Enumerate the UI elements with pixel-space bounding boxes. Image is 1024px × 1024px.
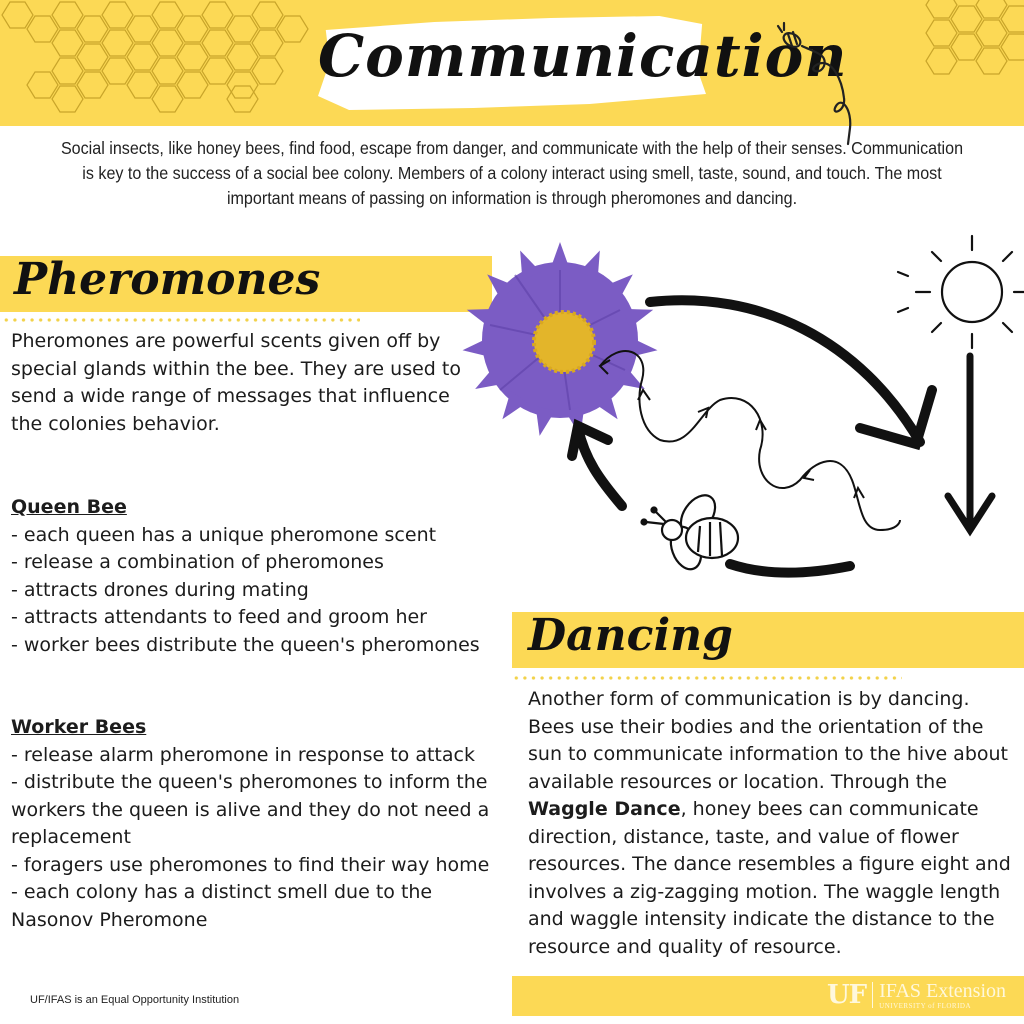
dancing-title: Dancing — [528, 610, 733, 661]
queen-bee-item: - attracts drones during mating — [11, 578, 309, 601]
logo-divider — [872, 982, 873, 1008]
uf-ifas-logo — [827, 980, 1006, 1010]
pheromones-description: Pheromones are powerful scents given off by special glands within the bee. They are used to send a wide range of messages that influence the colonies behavior. — [11, 330, 461, 435]
worker-bees-item: - foragers use pheromones to find their way home — [11, 853, 490, 876]
queen-bee-heading: Queen Bee — [11, 496, 127, 518]
sun-icon — [898, 236, 1024, 348]
pheromones-title: Pheromones — [14, 254, 321, 305]
logo-subtitle: UNIVERSITY of FLORIDA — [879, 1001, 972, 1010]
waggle-dance-diagram — [460, 230, 1024, 610]
waggle-path — [600, 351, 900, 530]
queen-bee-section — [11, 494, 506, 659]
worker-bees-item: - each colony has a distinct smell due to the Nasonov Pheromone — [11, 881, 433, 931]
queen-bee-item: - release a combination of pheromones — [11, 551, 384, 573]
uf-logo-mark: UF — [827, 980, 867, 1010]
bee-icon — [642, 489, 739, 574]
dancing-description — [528, 686, 1018, 961]
sun-direction-arrow — [948, 356, 992, 530]
honeycomb-right-decoration — [916, 0, 1024, 84]
queen-bee-item: - each queen has a unique pheromone scent — [11, 523, 437, 546]
pheromones-dotted-divider — [2, 318, 360, 322]
footer-banner — [512, 976, 1024, 1016]
outbound-arc-arrow — [650, 300, 932, 444]
queen-bee-item: - worker bees distribute the queen's pheromones — [11, 633, 480, 656]
honeycomb-left-decoration — [0, 0, 310, 120]
waggle-dance-term: Waggle Dance — [528, 798, 681, 820]
dancing-text-after: , honey bees can communicate direction, distance, taste, and value of flower resources. The dance resembles a figure eight and involves a zig-zagging motion. The waggle length and waggle intensity indicate the distance to the resource and quality of resource. — [528, 798, 1011, 958]
page-title: Communication — [318, 22, 848, 90]
flying-bee-icon — [770, 18, 880, 148]
worker-bees-heading: Worker Bees — [11, 716, 147, 738]
equal-opportunity-note: UF/IFAS is an Equal Opportunity Institution — [30, 994, 240, 1006]
queen-bee-item: - attracts attendants to feed and groom her — [11, 606, 427, 628]
intro-paragraph: Social insects, like honey bees, find food, escape from danger, and communicate with the help of their senses. Communication is key to the success of a social bee colony. Members of a colony interact using smell, taste, sound, and touch. The most important means of passing on information is through pheromones and dancing. — [60, 138, 964, 208]
worker-bees-section — [11, 714, 506, 934]
worker-bees-item: - release alarm pheromone in response to attack — [11, 743, 475, 766]
logo-name: IFAS Extension — [879, 979, 1006, 1002]
dancing-text-before: Another form of communication is by dancing. Bees use their bodies and the orientation of the sun to communicate information to the hive about available resources or location. Through the — [528, 688, 1009, 793]
worker-bees-item: - distribute the queen's pheromones to inform the workers the queen is alive and they do not need a replacement — [11, 771, 490, 848]
flower-illustration — [461, 242, 658, 438]
dancing-dotted-divider — [512, 676, 902, 680]
